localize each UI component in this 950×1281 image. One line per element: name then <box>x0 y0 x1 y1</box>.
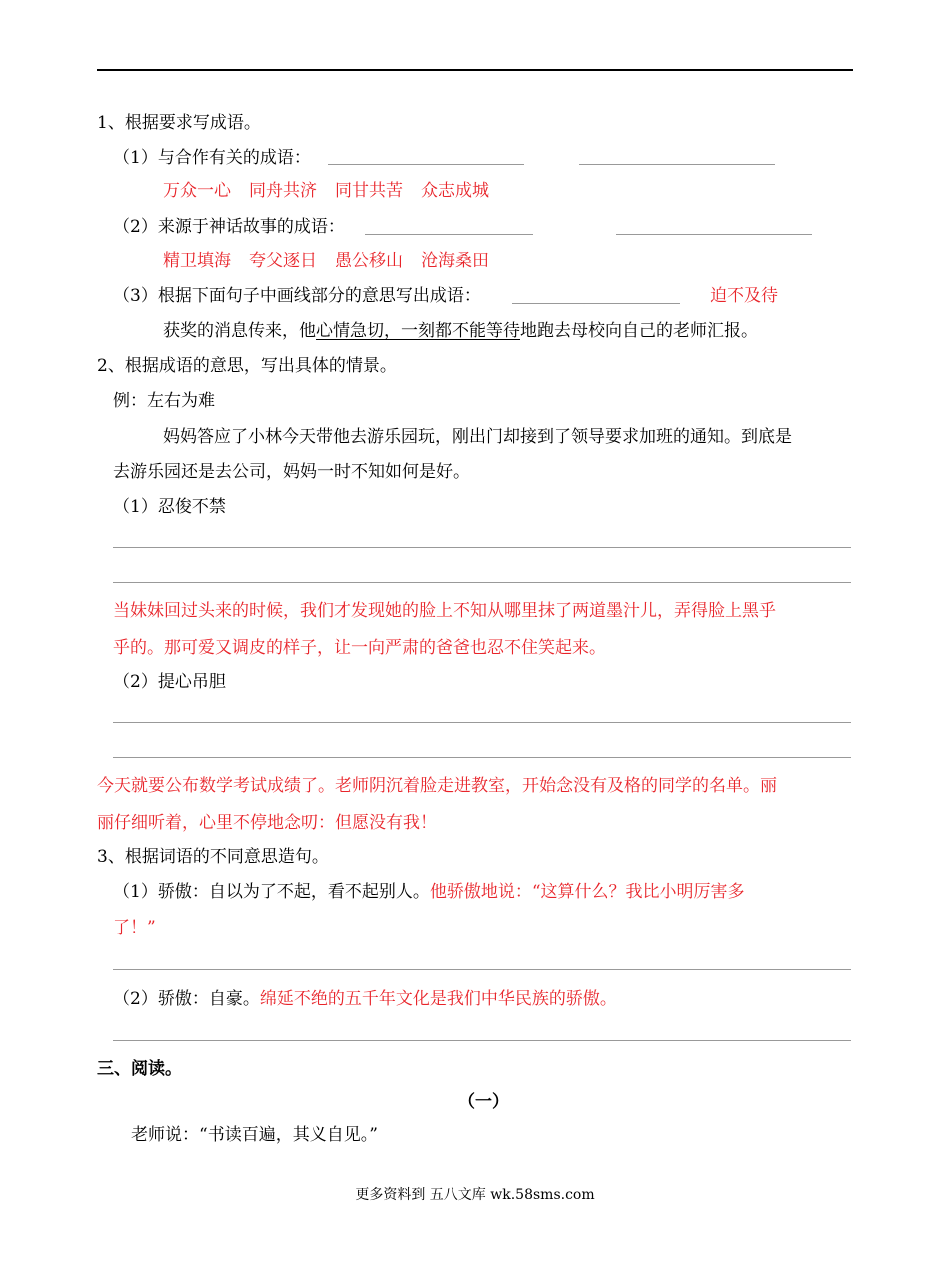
section-3-subtitle: （一） <box>458 1092 509 1112</box>
q3-p2-answer: 绵延不绝的五千年文化是我们中华民族的骄傲。 <box>259 989 617 1009</box>
q2-p2-writing-line-1[interactable] <box>113 722 851 723</box>
q2-title: 2、根据成语的意思，写出具体的情景。 <box>97 356 397 376</box>
top-rule <box>97 69 853 71</box>
section-3-title: 三、阅读。 <box>97 1059 182 1079</box>
answer-word: 沧海桑田 <box>421 251 489 271</box>
sentence-post: 地跑去母校向自己的老师汇报。 <box>520 321 758 341</box>
q2-p1-writing-line-1[interactable] <box>113 547 851 548</box>
q2-p1-writing-line-2[interactable] <box>113 582 851 583</box>
q1-p2-answers <box>163 250 507 272</box>
q1-p3-blank[interactable] <box>512 303 680 304</box>
q2-p2-label: （2）提心吊胆 <box>113 672 226 692</box>
page-footer: 更多资料到 五八文库 wk.58sms.com <box>355 1187 595 1203</box>
q2-example-line-2: 去游乐园还是去公司，妈妈一时不知如何是好。 <box>113 462 470 482</box>
q1-p1-answers <box>163 180 507 202</box>
answer-word: 夸父逐日 <box>249 251 317 271</box>
q1-p1-blank-1[interactable] <box>328 164 524 165</box>
q2-p1-answer-line-2: 乎的。那可爱又调皮的样子，让一向严肃的爸爸也忍不住笑起来。 <box>113 638 606 658</box>
answer-word: 万众一心 <box>163 181 231 201</box>
q3-p1-writing-line[interactable] <box>113 969 851 970</box>
answer-word: 精卫填海 <box>163 251 231 271</box>
q2-p1-answer-line-1: 当妹妹回过头来的时候，我们才发现她的脸上不知从哪里抹了两道墨汁儿，弄得脸上黑乎 <box>113 601 776 621</box>
q2-example-label: 例：左右为难 <box>113 391 215 411</box>
answer-word: 愚公移山 <box>335 251 403 271</box>
q2-p2-writing-line-2[interactable] <box>113 757 851 758</box>
q1-title: 1、根据要求写成语。 <box>97 113 261 133</box>
q3-p1-answer-line-1: 他骄傲地说：“这算什么？我比小明厉害多 <box>429 882 745 902</box>
q3-p1-line <box>113 881 745 903</box>
q1-p3-answer: 迫不及待 <box>710 286 778 306</box>
q2-p2-answer-line-2: 丽仔细听着，心里不停地念叨：但愿没有我！ <box>97 813 437 833</box>
sentence-underlined: 心情急切，一刻都不能等待 <box>316 321 520 341</box>
q3-p2-line <box>113 988 617 1010</box>
q1-p2-label: （2）来源于神话故事的成语： <box>113 217 345 237</box>
q3-p2-writing-line[interactable] <box>113 1040 851 1041</box>
q3-p2-label: （2）骄傲：自豪。 <box>113 989 260 1009</box>
q1-p3-sentence <box>163 320 758 342</box>
q2-p1-label: （1）忍俊不禁 <box>113 497 226 517</box>
q1-p3-label: （3）根据下面句子中画线部分的意思写出成语： <box>113 286 481 306</box>
q2-example-line-1: 妈妈答应了小林今天带他去游乐园玩，刚出门却接到了领导要求加班的通知。到底是 <box>163 427 792 447</box>
q3-title: 3、根据词语的不同意思造句。 <box>97 847 329 867</box>
answer-word: 同甘共苦 <box>335 181 403 201</box>
q1-p2-blank-1[interactable] <box>365 234 533 235</box>
section-3-line-1: 老师说：“书读百遍，其义自见。” <box>131 1125 378 1145</box>
answer-word: 同舟共济 <box>249 181 317 201</box>
q1-p2-blank-2[interactable] <box>616 234 812 235</box>
q1-p1-blank-2[interactable] <box>579 164 775 165</box>
q2-p2-answer-line-1: 今天就要公布数学考试成绩了。老师阴沉着脸走进教室，开始念没有及格的同学的名单。丽 <box>97 776 777 796</box>
q3-p1-label: （1）骄傲：自以为了不起，看不起别人。 <box>113 882 430 902</box>
q3-p1-answer-line-2: 了！” <box>113 918 156 938</box>
answer-word: 众志成城 <box>421 181 489 201</box>
q1-p1-label: （1）与合作有关的成语： <box>113 148 311 168</box>
sentence-pre: 获奖的消息传来，他 <box>163 321 316 341</box>
